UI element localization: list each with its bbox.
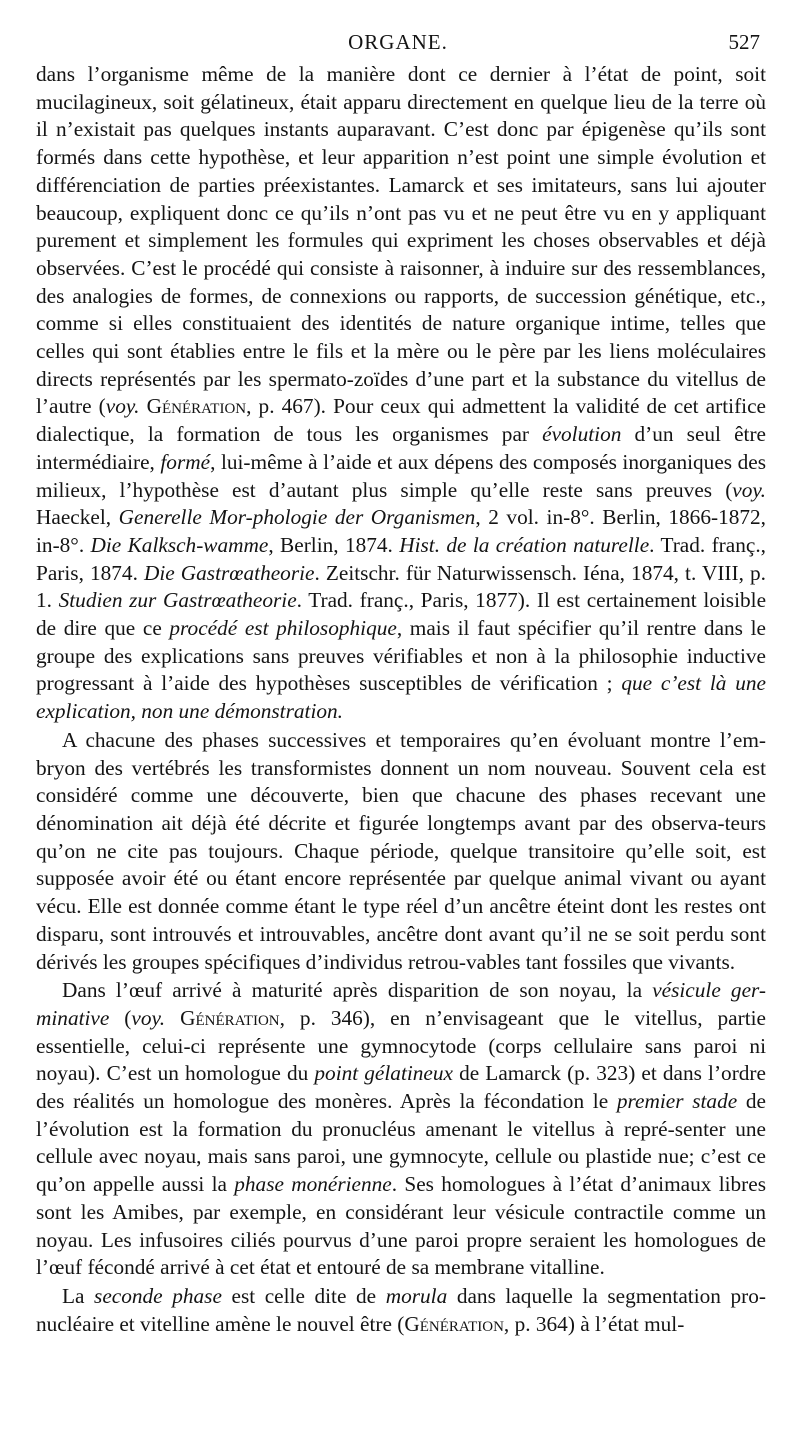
text-run: Haeckel, bbox=[36, 505, 119, 530]
text-run: dans l’organisme même de la manière dont ce dernier à l’état de point, soit mucilagineux, soit gélatineux, était apparu directement en quelque lieu de la terre où il n’existait pas quelques instants auparavant. C’est donc par épigenèse qu’ils sont formés dans cette hypothèse, et leur apparition n’est point une simple évolution et différenciation de parties préexistantes. Lamarck et ses imitateurs, sans lui ajouter beaucoup, expliquent donc ce qu’ils n’ont pas vu et ne peut être vu en y appliquant purement et simplement les formules qui expriment les choses observables et déjà observées. C’est le procédé qui consiste à raisonner, à induire sur des ressemblances, des analogies de formes, de connexions ou rapports, de succession génétique, etc., comme si elles constituaient des identités de nature organique intime, telles que celles qui sont établies entre le fils et la mère ou le père par les liens moléculaires directs représentés par les spermato-zoïdes d’une part et la substance du vitellus de l’autre ( bbox=[36, 62, 766, 419]
cross-ref-generation: Génération bbox=[180, 1005, 280, 1030]
book-title: Hist. de la création naturelle bbox=[399, 532, 650, 557]
paragraph-2: A chacune des phases successives et temporaires qu’en évoluant montre l’em-bryon des vertébrés les transformistes donnent un nom nouveau. Souvent cela est considéré comme une découverte, bien que chacune des phases recevant une dénomination ait déjà été décrite et figurée longtemps avant par des observa-teurs qu’on ne cite pas toujours. Chaque période, quelque transitoire qu’elle soit, est supposée avoir été ou étant encore représentée par quelque animal vivant ou ayant vécu. Elle est donnée comme étant le type réel d’un ancêtre éteint dont les restes ont disparu, sont introuvés et introuvables, ancêtre dont avant qu’il ne se soit perdu sont dérivés les groupes spécifiques d’individus retrou-vables tant fossiles que vivants. bbox=[36, 727, 766, 974]
text-run: , Berlin, 1874. bbox=[268, 532, 400, 557]
emphasis: point gélatineux bbox=[314, 1061, 453, 1086]
emphasis: phase monérienne bbox=[234, 1172, 392, 1197]
paragraph-4 bbox=[36, 1283, 766, 1338]
book-title: Die Gastrœatheorie bbox=[143, 560, 315, 585]
running-head bbox=[36, 30, 760, 60]
text-run: est celle dite de bbox=[221, 1283, 386, 1308]
text-run: , mais il faut spécifier qu’il rentre dans le groupe des explications sans preuves vérifiables et non à la philosophie inductive progressant à l’aide des hypothèses susceptibles de vérification ; bbox=[36, 616, 766, 696]
emphasis: évolution bbox=[542, 422, 622, 447]
cross-ref-generation: Génération bbox=[404, 1311, 504, 1336]
emphasis: premier stade bbox=[616, 1089, 738, 1114]
voy-ref: voy. bbox=[131, 1005, 166, 1030]
page-number: 527 bbox=[728, 30, 760, 54]
text-run: . Trad. franç., Paris, 1877). Il est certainement loisible de dire que ce bbox=[36, 588, 767, 641]
emphasis: morula bbox=[385, 1283, 448, 1308]
text-run: ( bbox=[109, 1005, 132, 1030]
emphasis: seconde phase bbox=[94, 1283, 222, 1308]
text-run: Dans l’œuf arrivé à maturité après disparition de son noyau, la bbox=[62, 978, 653, 1003]
emphasis: vésicule ger-minative bbox=[36, 978, 766, 1030]
text-run: , p. 346), en n’envisageant que le vitellus, partie essentielle, celui-ci représente une gymnocytode (corps cellulaire sans paroi ni noyau). C’est un homologue du bbox=[36, 1005, 766, 1086]
page-body bbox=[36, 61, 766, 1339]
book-title: Die Kalksch-wamme bbox=[90, 532, 269, 557]
voy-ref: voy. bbox=[732, 477, 766, 502]
text-run: La bbox=[62, 1283, 95, 1308]
text-run: , p. 364) à l’état mul- bbox=[503, 1311, 685, 1336]
paragraph-1 bbox=[36, 61, 766, 726]
text-run: d’un seul être intermédiaire, bbox=[36, 422, 766, 474]
emphasis: procédé est philosophique bbox=[169, 616, 397, 641]
text-run: , p. 467). Pour ceux qui admettent la validité de cet artifice dialectique, la formation de tous les organismes par bbox=[36, 394, 766, 447]
emphasis: formé bbox=[160, 449, 211, 474]
text-run: . Trad. franç., Paris, 1874. bbox=[36, 532, 766, 585]
emphasis: que c’est là une explication, non une démonstration. bbox=[36, 671, 766, 724]
running-title: ORGANE. bbox=[348, 30, 448, 54]
text-run: , 2 vol. in-8°. Berlin, 1866-1872, in-8°. bbox=[36, 505, 766, 557]
paragraph-3 bbox=[36, 977, 766, 1282]
text-run: de Lamarck (p. 323) et dans l’ordre des réalités un homologue des monères. Après la fécondation le bbox=[36, 1061, 766, 1114]
voy-ref: voy. bbox=[105, 394, 140, 419]
cross-ref-generation: Génération bbox=[146, 394, 247, 419]
book-title: Generelle Mor-phologie der Organismen bbox=[118, 505, 476, 530]
book-title: Studien zur Gastrœatheorie bbox=[58, 588, 297, 613]
text-run: . Zeitschr. für Naturwissensch. Iéna, 1874, t. VIII, p. 1. bbox=[36, 560, 766, 613]
text-run: , lui-même à l’aide et aux dépens des composés inorganiques des milieux, l’hypothèse est d’autant plus simple qu’elle reste sans preuves ( bbox=[36, 449, 766, 502]
text-run: dans laquelle la segmentation pro-nucléaire et vitelline amène le nouvel être ( bbox=[36, 1283, 766, 1336]
text-run: . Ses homologues à l’état d’animaux libres sont les Amibes, par exemple, en considérant leur vésicule contractile comme un noyau. Les infusoires ciliés pourvus d’une paroi propre seraient les homologues de l’œuf fécondé arrivé à cet état et entouré de sa membrane vitalline. bbox=[36, 1172, 767, 1280]
text-run: de l’évolution est la formation du pronucléus amenant le vitellus à repré-senter une cellule avec noyau, mais sans paroi, une gymnocyte, cellule ou plastide nue; c’est ce qu’on appelle aussi la bbox=[36, 1089, 766, 1197]
